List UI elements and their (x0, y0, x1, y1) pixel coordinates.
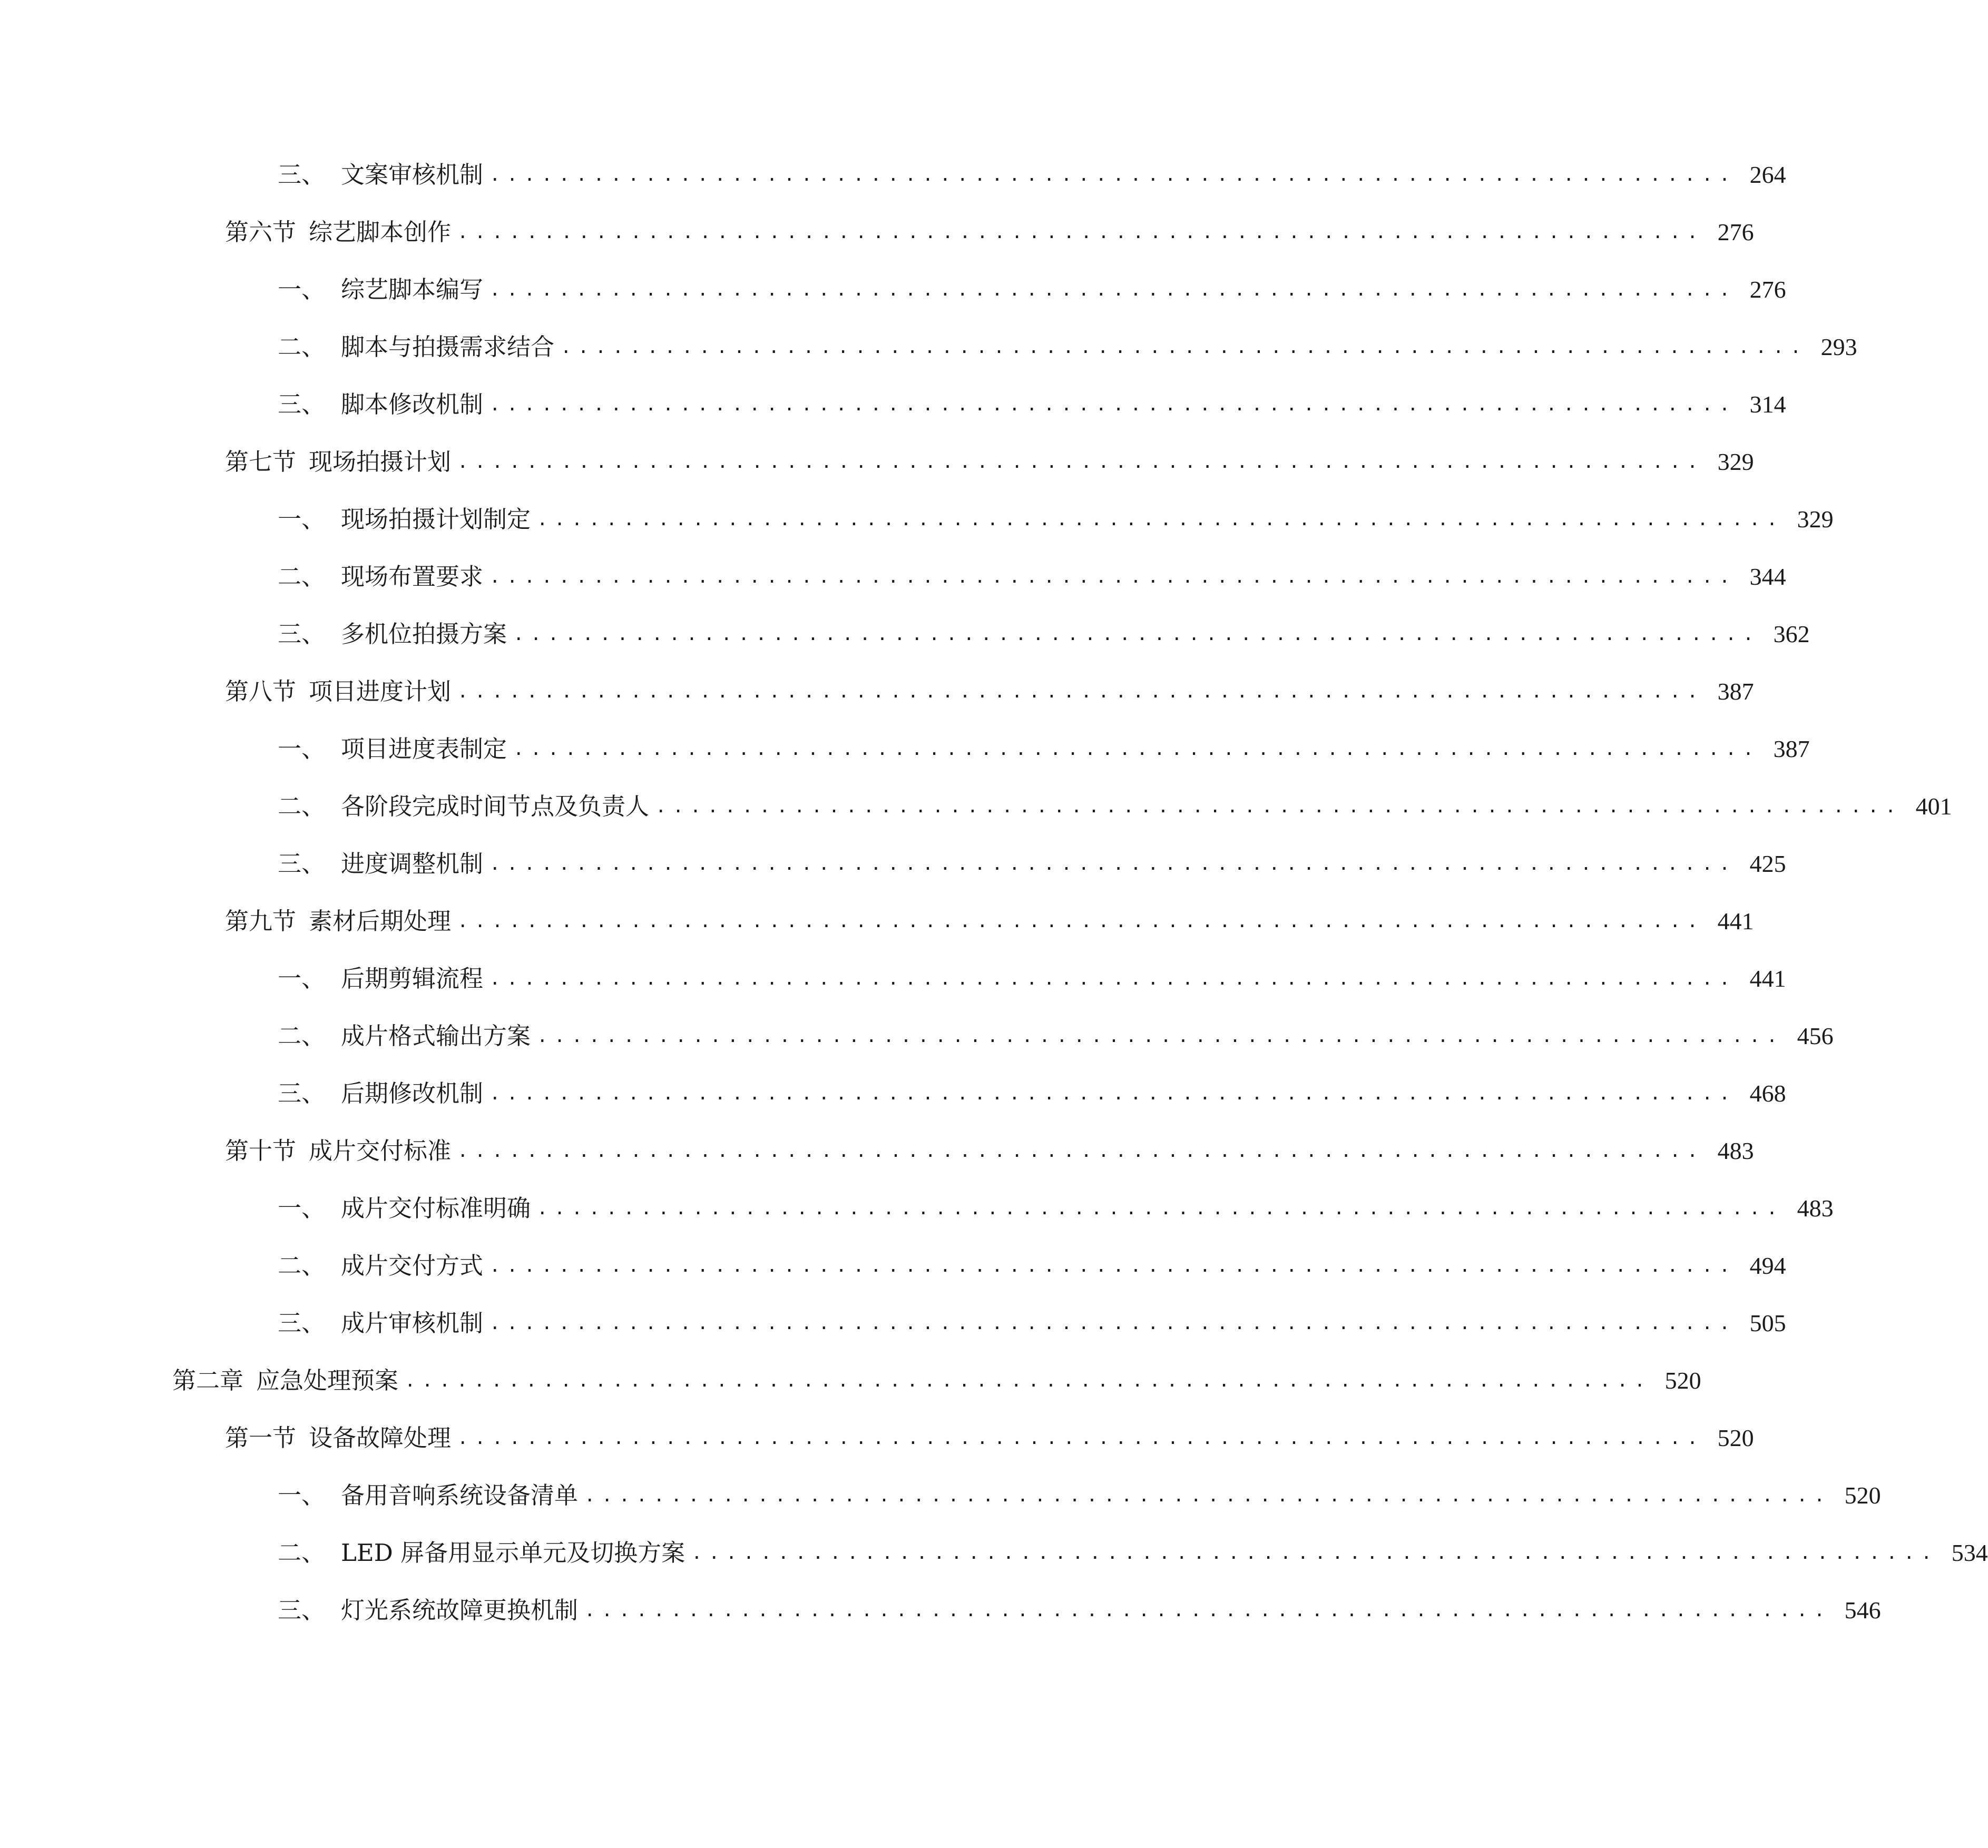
toc-entry[interactable] (278, 558, 1786, 595)
toc-dot-leader: ........................................................................ (489, 853, 1737, 874)
toc-dot-leader: ........................................................................ (457, 222, 1705, 243)
toc-entry-number: 第九节 (225, 907, 297, 935)
toc-dot-leader: ........................................................................ (489, 164, 1737, 185)
toc-page-number: 362 (1773, 621, 1810, 647)
toc-page-number: 546 (1844, 1597, 1881, 1624)
toc-entry[interactable] (225, 1420, 1754, 1457)
toc-entry-number: 第一节 (225, 1424, 297, 1452)
toc-entry-title: 成片交付标准 (309, 1137, 452, 1165)
toc-entry-title: 备用音响系统设备清单 (341, 1481, 579, 1509)
toc-entry-number: 三、 (278, 390, 326, 418)
toc-entry[interactable] (278, 1075, 1786, 1112)
toc-entry[interactable] (278, 616, 1810, 653)
toc-entry-title: 现场拍摄计划 (309, 448, 452, 476)
toc-entry[interactable] (278, 1535, 1988, 1571)
toc-dot-leader: ........................................................................ (584, 1485, 1832, 1506)
toc-entry-number: 第十节 (225, 1137, 297, 1165)
toc-entry[interactable] (172, 1362, 1701, 1399)
toc-page-number: 520 (1717, 1424, 1754, 1451)
toc-page-number: 264 (1749, 161, 1786, 188)
toc-dot-leader: ........................................................................ (457, 1141, 1705, 1162)
toc-entry-title: 项目进度计划 (309, 677, 452, 705)
toc-entry[interactable] (278, 1592, 1881, 1629)
toc-page-number: 401 (1915, 793, 1952, 820)
toc-entry-number: 二、 (278, 1022, 326, 1050)
toc-entry-title: 脚本修改机制 (341, 390, 484, 418)
toc-entry[interactable] (225, 214, 1754, 251)
toc-entry-number: 三、 (278, 1079, 326, 1107)
toc-entry[interactable] (278, 1247, 1786, 1284)
toc-page-number: 314 (1749, 391, 1786, 418)
toc-entry-title: 项目进度表制定 (341, 735, 507, 763)
toc-entry-number: 二、 (278, 563, 326, 591)
toc-entry[interactable] (278, 1477, 1881, 1514)
toc-entry-number: 第六节 (225, 218, 297, 246)
toc-entry-title: 脚本与拍摄需求结合 (341, 333, 555, 361)
toc-dot-leader: ........................................................................ (489, 1255, 1737, 1276)
toc-entry[interactable] (278, 156, 1786, 193)
toc-entry-number: 第七节 (225, 448, 297, 476)
toc-dot-leader: ........................................................................ (584, 1600, 1832, 1621)
toc-dot-leader: ........................................................................ (561, 337, 1808, 358)
toc-entry-title: 后期剪辑流程 (341, 965, 484, 992)
toc-entry[interactable] (278, 1018, 1834, 1055)
toc-page-number: 441 (1717, 908, 1754, 935)
toc-page-number: 483 (1717, 1137, 1754, 1164)
toc-dot-leader: ........................................................................ (691, 1542, 1938, 1564)
toc-entry-title: 后期修改机制 (341, 1079, 484, 1107)
toc-entry-title: LED 屏备用显示单元及切换方案 (341, 1539, 685, 1567)
toc-entry[interactable] (278, 329, 1857, 366)
toc-entry[interactable] (278, 1305, 1786, 1342)
toc-page-number: 441 (1749, 965, 1786, 992)
toc-entry-title: 各阶段完成时间节点及负责人 (341, 792, 650, 820)
toc-dot-leader: ........................................................................ (489, 968, 1737, 989)
toc-entry-title: 灯光系统故障更换机制 (341, 1596, 579, 1624)
toc-entry-title: 设备故障处理 (309, 1424, 452, 1452)
toc-entry-number: 二、 (278, 792, 326, 820)
toc-entry-title: 成片交付标准明确 (341, 1194, 531, 1222)
toc-entry[interactable] (225, 1133, 1754, 1169)
toc-entry-number: 一、 (278, 1481, 326, 1509)
toc-dot-leader: ........................................................................ (405, 1370, 1652, 1391)
toc-entry-number: 一、 (278, 505, 326, 533)
toc-entry-title: 多机位拍摄方案 (341, 620, 507, 648)
toc-dot-leader: ........................................................................ (489, 566, 1737, 587)
toc-page-number: 483 (1797, 1195, 1834, 1222)
toc-entry-number: 一、 (278, 965, 326, 992)
toc-entry[interactable] (278, 846, 1786, 882)
toc-page-number: 344 (1749, 563, 1786, 590)
toc-dot-leader: ........................................................................ (489, 394, 1737, 415)
toc-page-number: 293 (1820, 333, 1857, 360)
toc-dot-leader: ........................................................................ (489, 279, 1737, 300)
toc-entry-number: 三、 (278, 850, 326, 878)
toc-page-number: 387 (1717, 678, 1754, 705)
toc-entry-number: 三、 (278, 161, 326, 189)
toc-page-number: 276 (1749, 276, 1786, 303)
toc-dot-leader: ........................................................................ (457, 911, 1705, 932)
toc-page-number: 520 (1664, 1367, 1701, 1394)
toc-entry-title: 进度调整机制 (341, 850, 484, 878)
toc-dot-leader: ........................................................................ (489, 1313, 1737, 1334)
toc-entry-number: 二、 (278, 333, 326, 361)
toc-dot-leader: ........................................................................ (655, 796, 1903, 817)
toc-entry-number: 三、 (278, 1596, 326, 1624)
toc-entry-title: 应急处理预案 (256, 1367, 399, 1394)
toc-entry-title: 综艺脚本编写 (341, 276, 484, 303)
toc-entry-number: 一、 (278, 1194, 326, 1222)
toc-entry[interactable] (278, 960, 1786, 997)
toc-entry[interactable] (278, 1190, 1834, 1227)
toc-entry[interactable] (225, 673, 1754, 710)
toc-entry-title: 素材后期处理 (309, 907, 452, 935)
toc-entry[interactable] (278, 501, 1834, 538)
toc-entry[interactable] (225, 903, 1754, 940)
toc-entry-number: 一、 (278, 735, 326, 763)
toc-page-number: 505 (1749, 1310, 1786, 1336)
toc-entry[interactable] (278, 731, 1810, 768)
toc-dot-leader: ........................................................................ (457, 451, 1705, 473)
toc-entry-title: 成片格式输出方案 (341, 1022, 531, 1050)
toc-dot-leader: ........................................................................ (537, 1026, 1784, 1047)
toc-page-number: 468 (1749, 1080, 1786, 1107)
toc-page-number: 276 (1717, 219, 1754, 245)
toc-entry-number: 二、 (278, 1539, 326, 1567)
toc-entry[interactable] (225, 444, 1754, 480)
toc-entry-title: 综艺脚本创作 (309, 218, 452, 246)
toc-dot-leader: ........................................................................ (513, 624, 1760, 645)
toc-entry-title: 现场拍摄计划制定 (341, 505, 531, 533)
toc-page-number: 329 (1797, 506, 1834, 533)
toc-entry-number: 三、 (278, 1309, 326, 1337)
toc-page-number: 456 (1797, 1023, 1834, 1049)
toc-dot-leader: ........................................................................ (457, 681, 1705, 702)
toc-page-number: 329 (1717, 448, 1754, 475)
toc-page-number: 494 (1749, 1252, 1786, 1279)
toc-dot-leader: ........................................................................ (537, 1198, 1784, 1219)
toc-entry[interactable] (278, 386, 1786, 423)
toc-page-number: 425 (1749, 850, 1786, 877)
toc-entry-number: 第二章 (172, 1367, 244, 1394)
toc-page-number: 534 (1951, 1539, 1988, 1566)
toc-page-number: 387 (1773, 735, 1810, 762)
toc-dot-leader: ........................................................................ (489, 1083, 1737, 1104)
toc-entry-number: 三、 (278, 620, 326, 648)
toc-entry-number: 二、 (278, 1252, 326, 1280)
toc-page-number: 520 (1844, 1482, 1881, 1509)
toc-entry-number: 第八节 (225, 677, 297, 705)
toc-dot-leader: ........................................................................ (513, 739, 1760, 760)
toc-entry-title: 成片审核机制 (341, 1309, 484, 1337)
toc-entry[interactable] (278, 788, 1952, 825)
toc-entry-number: 一、 (278, 276, 326, 303)
toc-entry-title: 成片交付方式 (341, 1252, 484, 1280)
toc-entry[interactable] (278, 271, 1786, 308)
toc-dot-leader: ........................................................................ (457, 1428, 1705, 1449)
toc-entry-title: 文案审核机制 (341, 161, 484, 189)
toc-dot-leader: ........................................................................ (537, 509, 1784, 530)
toc-entry-title: 现场布置要求 (341, 563, 484, 591)
